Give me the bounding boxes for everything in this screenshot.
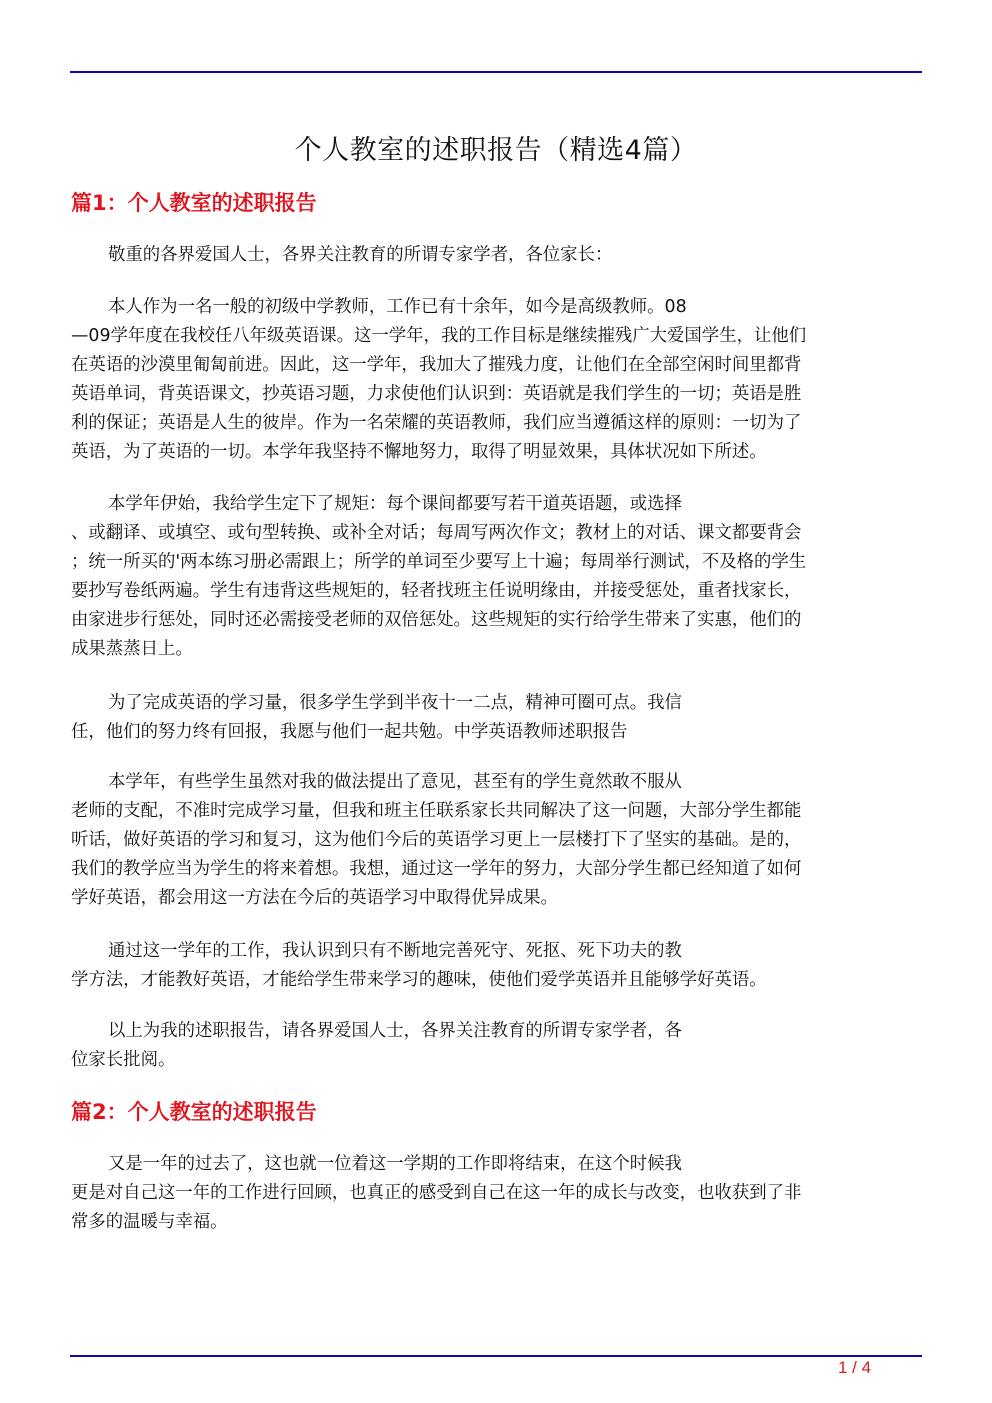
paragraph-line: 更是对自己这一年的工作进行回顾，也真正的感受到自己在这一年的成长与改变，也收获到了非 bbox=[71, 1183, 802, 1203]
paragraph-line: 听话，做好英语的学习和复习，这为他们今后的英语学习更上一层楼打下了坚实的基础。是的， bbox=[71, 830, 802, 850]
paragraph-line: 我们的教学应当为学生的将来着想。我想，通过这一学年的努力，大部分学生都已经知道了如何 bbox=[71, 859, 802, 879]
paragraph-line: 学方法，才能教好英语，才能给学生带来学习的趣味，使他们爱学英语并且能够学好英语。 bbox=[71, 970, 767, 990]
paragraph bbox=[71, 689, 916, 747]
paragraph-line: 在英语的沙漠里匍匐前进。因此，这一学年，我加大了摧残力度，让他们在全部空闲时间里都背 bbox=[71, 355, 802, 375]
paragraph bbox=[71, 1150, 916, 1237]
paragraph-line: 英语，为了英语的一切。本学年我坚持不懈地努力，取得了明显效果，具体状况如下所述。 bbox=[71, 442, 767, 462]
paragraph bbox=[71, 490, 916, 664]
page-number: 1 / 4 bbox=[838, 1358, 872, 1377]
paragraph bbox=[71, 293, 916, 467]
paragraph bbox=[71, 937, 916, 995]
paragraph-line: 任，他们的努力终有回报，我愿与他们一起共勉。中学英语教师述职报告 bbox=[71, 722, 628, 742]
paragraph-line: 位家长批阅。 bbox=[71, 1050, 176, 1070]
paragraph-line: 、或翻译、或填空、或句型转换、或补全对话；每周写两次作文；教材上的对话、课文都要背会 bbox=[71, 523, 802, 543]
paragraph-line: 由家进步行惩处，同时还必需接受老师的双倍惩处。这些规矩的实行给学生带来了实惠，他们的 bbox=[71, 610, 802, 630]
paragraph-line: 常多的温暖与幸福。 bbox=[71, 1212, 228, 1232]
paragraph-line: 为了完成英语的学习量，很多学生学到半夜十一二点，精神可圈可点。我信 bbox=[108, 693, 682, 713]
paragraph-line: 老师的支配，不准时完成学习量，但我和班主任联系家长共同解决了这一问题，大部分学生都能 bbox=[71, 801, 802, 821]
paragraph-line: 又是一年的过去了，这也就一位着这一学期的工作即将结束，在这个时候我 bbox=[108, 1154, 682, 1174]
section-2 bbox=[71, 1097, 916, 1127]
section-heading: 篇2：个人教室的述职报告 bbox=[71, 1100, 317, 1124]
paragraph-line: 通过这一学年的工作，我认识到只有不断地完善死守、死抠、死下功夫的教 bbox=[108, 941, 682, 961]
paragraph-line: 以上为我的述职报告，请各界爱国人士，各界关注教育的所谓专家学者，各 bbox=[108, 1021, 682, 1041]
document-title: 个人教室的述职报告（精选4篇） bbox=[294, 135, 698, 166]
header-rule bbox=[70, 71, 922, 73]
paragraph-line: —09学年度在我校任八年级英语课。这一学年，我的工作目标是继续摧残广大爱国学生，让他们 bbox=[71, 326, 807, 346]
paragraph-line: 本人作为一名一般的初级中学教师，工作已有十余年，如今是高级教师。08 bbox=[108, 297, 687, 317]
section-heading: 篇1：个人教室的述职报告 bbox=[71, 191, 317, 215]
paragraph-line: 本学年伊始，我给学生定下了规矩：每个课间都要写若干道英语题，或选择 bbox=[108, 494, 682, 514]
paragraph-line: 本学年，有些学生虽然对我的做法提出了意见，甚至有的学生竟然敢不服从 bbox=[108, 772, 682, 792]
paragraph-line: 要抄写卷纸两遍。学生有违背这些规矩的，轻者找班主任说明缘由，并接受惩处，重者找家长， bbox=[71, 581, 802, 601]
paragraph-line: 英语单词，背英语课文，抄英语习题，力求使他们认识到：英语就是我们学生的一切；英语是胜 bbox=[71, 384, 802, 404]
paragraph-line: ；统一所买的'两本练习册必需跟上；所学的单词至少要写上十遍；每周举行测试，不及格的学生 bbox=[71, 552, 807, 572]
paragraph-line: 成果蒸蒸日上。 bbox=[71, 639, 193, 659]
paragraph bbox=[71, 768, 916, 913]
paragraph-line: 学好英语，都会用这一方法在今后的英语学习中取得优异成果。 bbox=[71, 888, 558, 908]
paragraph bbox=[71, 241, 916, 270]
paragraph bbox=[71, 1017, 916, 1075]
paragraph-line: 利的保证；英语是人生的彼岸。作为一名荣耀的英语教师，我们应当遵循这样的原则：一切为了 bbox=[71, 413, 802, 433]
footer-rule bbox=[70, 1355, 922, 1357]
section-1 bbox=[71, 188, 916, 218]
paragraph-line: 敬重的各界爱国人士，各界关注教育的所谓专家学者，各位家长： bbox=[108, 245, 613, 265]
